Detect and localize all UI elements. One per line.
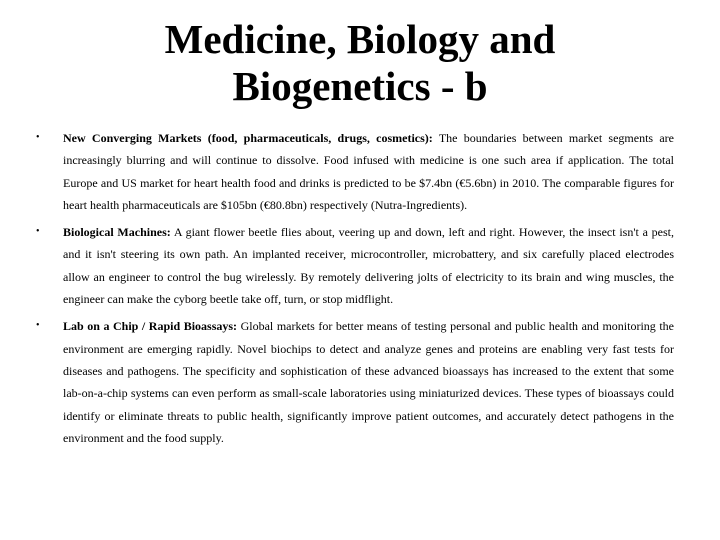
bullet-item-lab-on-a-chip bbox=[36, 315, 674, 449]
bullet-text: Global markets for better means of testing personal and public health and monitoring the environment are emerging rapidly. Novel biochips to detect and analyze genes and proteins are enabling very fast tests for diseases and pathogens. The specificity and sophistication of these advanced bioassays has increased to the extent that some lab-on-a-chip systems can even perform as small-scale laboratories using miniaturized devices. These types of bioassays could identify or eliminate threats to public health, significantly improve patient outcomes, and accurately detect pathogens in the environment and the food supply. bbox=[63, 319, 675, 445]
bullet-icon: • bbox=[36, 226, 40, 238]
bullet-list bbox=[36, 127, 674, 454]
bullet-icon: • bbox=[36, 320, 40, 332]
bullet-text: A giant flower beetle flies about, veering up and down, left and right. However, the insect isn't a pest, and it isn't steering its own path. An implanted receiver, microcontroller, microbattery, and six carefully placed electrodes allow an engineer to control the bug wirelessly. By remotely delivering jolts of electricity to its brain and wing muscles, the engineer can make the cyborg beetle take off, turn, or stop midflight. bbox=[63, 225, 674, 307]
bullet-item-biological-machines bbox=[36, 221, 674, 310]
title-line-2: Biogenetics - b bbox=[232, 63, 488, 109]
bullet-heading: Biological Machines: bbox=[63, 225, 171, 240]
bullet-icon: • bbox=[36, 132, 40, 143]
title-line-1: Medicine, Biology and bbox=[164, 16, 556, 62]
bullet-heading: Lab on a Chip / Rapid Bioassays: bbox=[63, 319, 238, 334]
bullet-text: The boundaries between market segments are increasingly blurring and will continue to dissolve. Food infused with medicine is one such area if application. The total Europe and US market for heart health food and drinks is predicted to be $7.4bn (€5.6bn) in 2010. The comparable figures for heart health pharmaceuticals are $105bn (€80.8bn) respectively (Nutra-Ingredients). bbox=[63, 131, 674, 212]
bullet-heading: New Converging Markets (food, pharmaceuticals, drugs, cosmetics): bbox=[63, 131, 433, 145]
slide-title bbox=[0, 16, 720, 110]
bullet-item-converging-markets bbox=[36, 127, 674, 216]
